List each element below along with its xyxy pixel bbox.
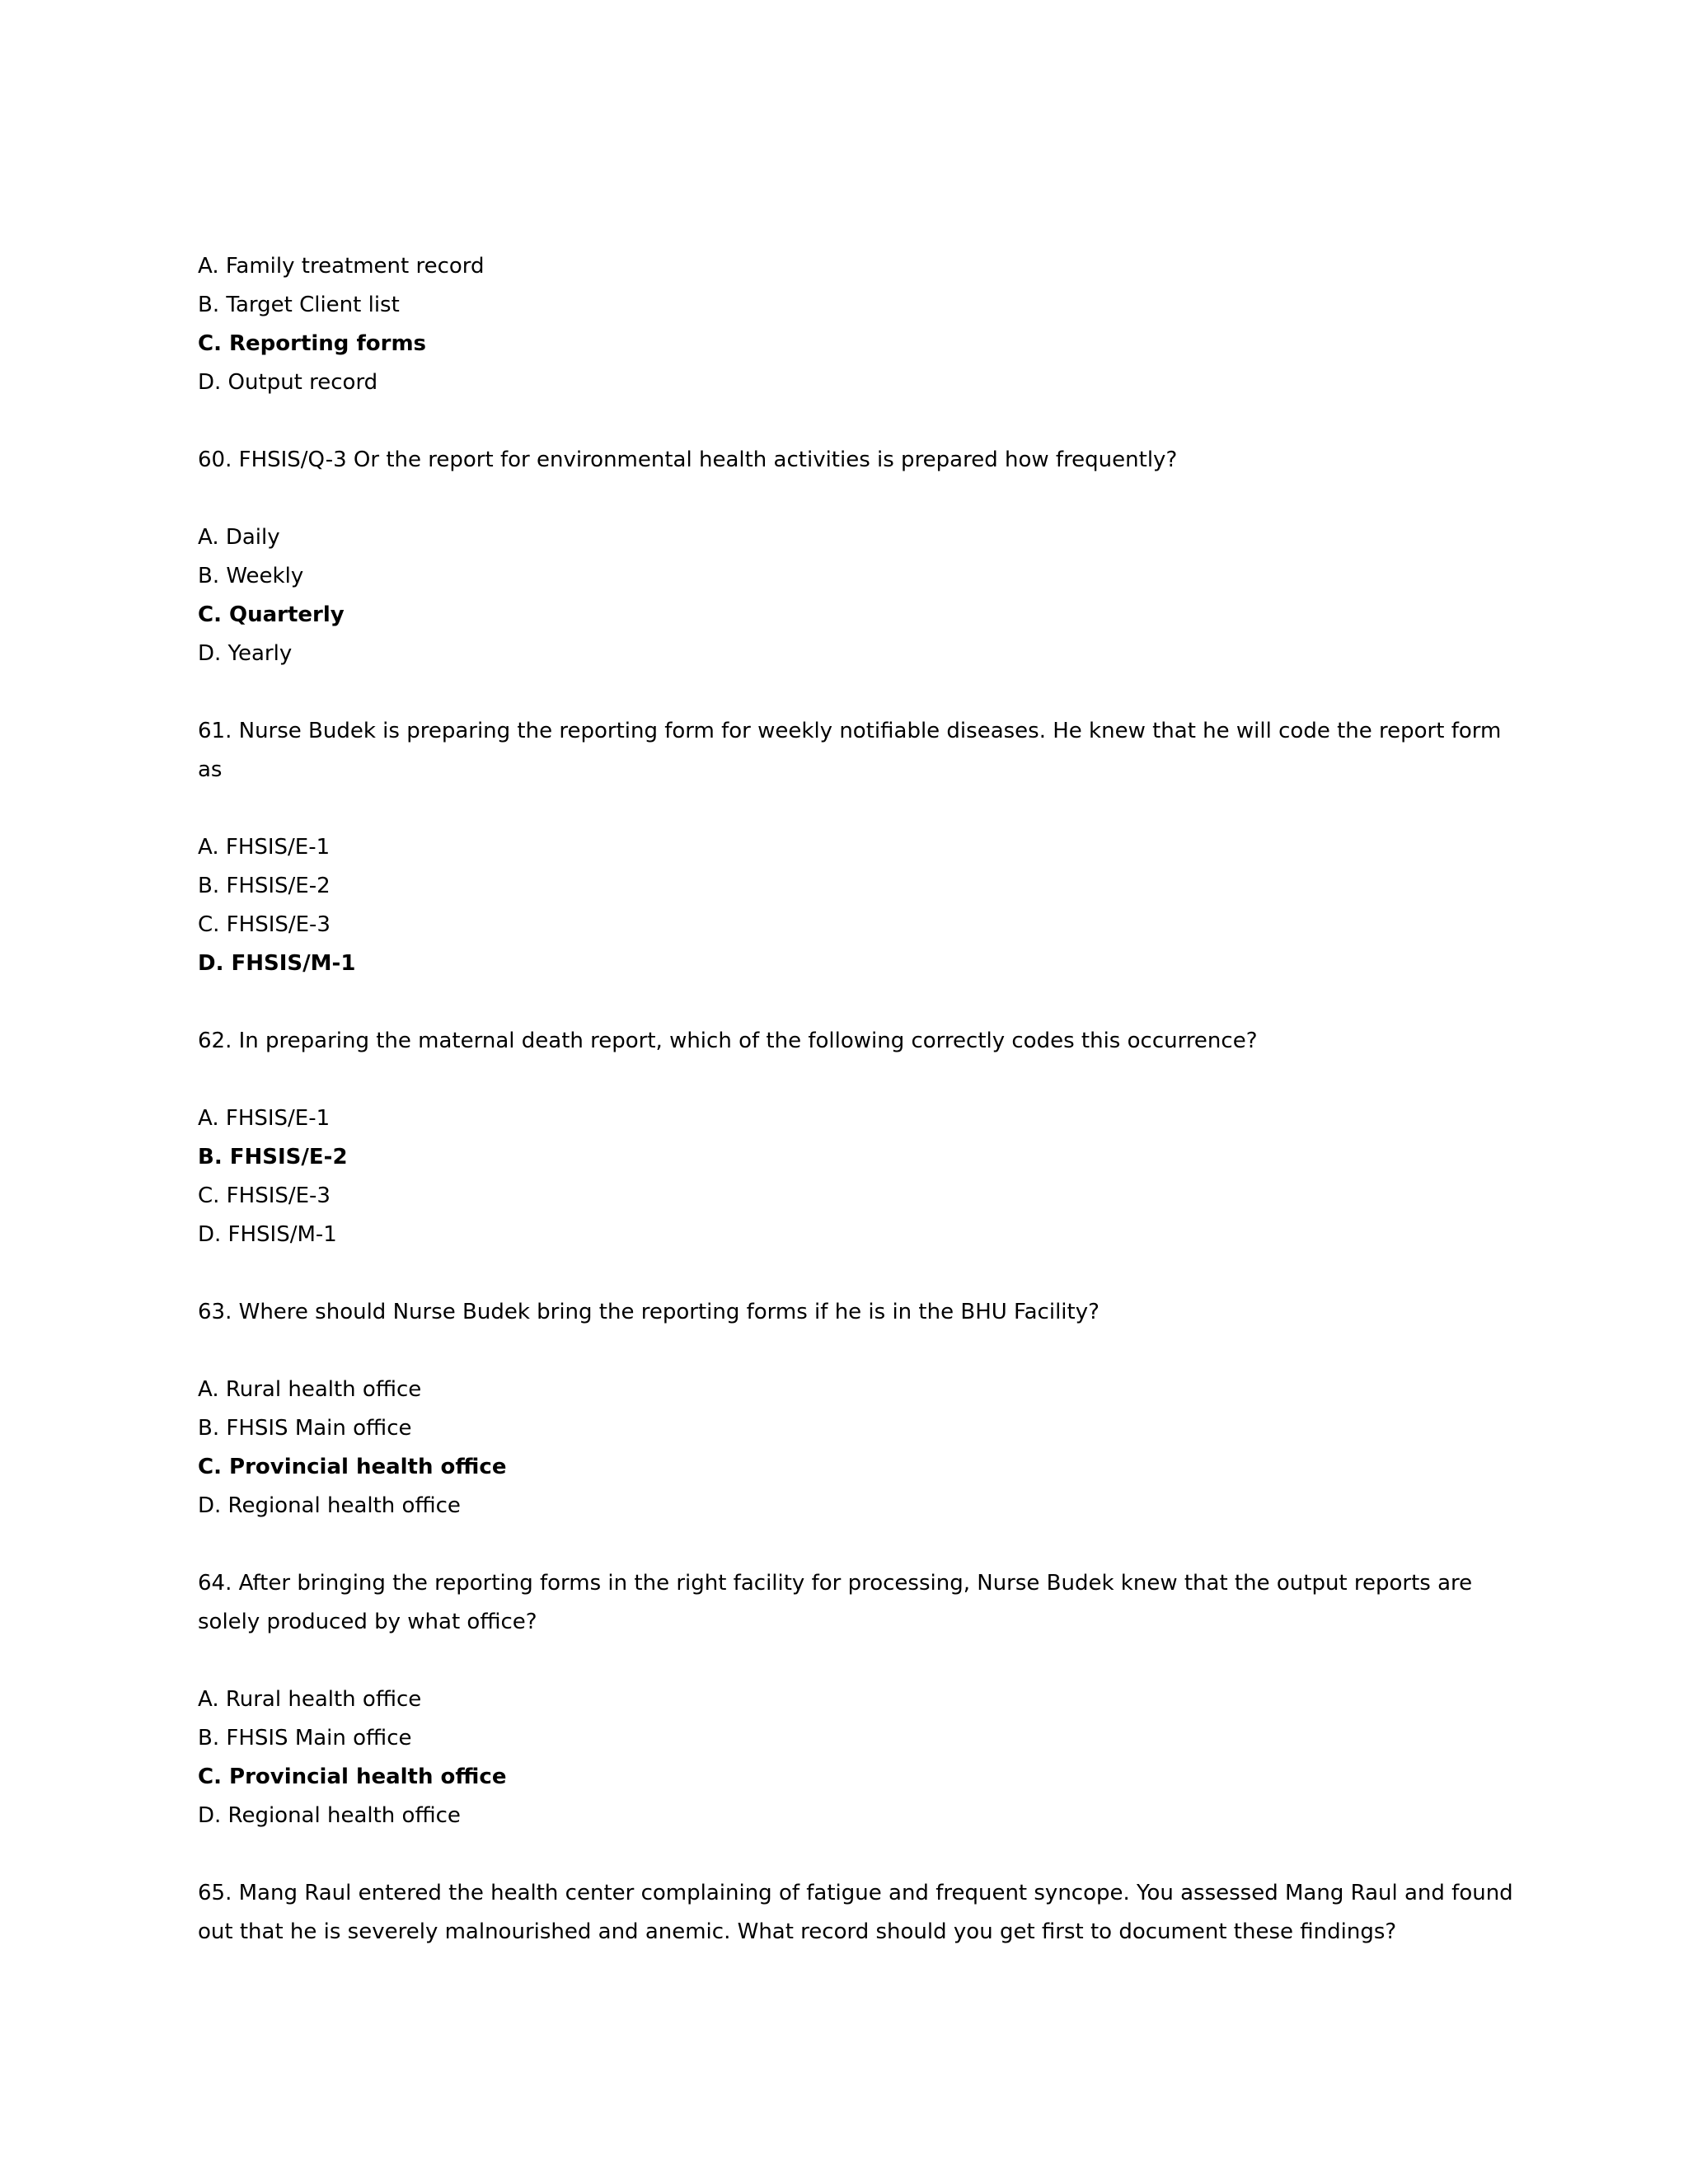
option-61-c: C. FHSIS/E-3	[198, 912, 331, 937]
spacer	[198, 1254, 1500, 1293]
spacer	[198, 480, 1500, 518]
option-64-a: A. Rural health office	[198, 1687, 422, 1712]
option-64-c-answer: C. Provincial health office	[198, 1765, 507, 1789]
spacer	[198, 673, 1500, 712]
option-60-b: B. Weekly	[198, 564, 304, 588]
question-65-text-line1: 65. Mang Raul entered the health center complaining of fatigue and frequent syncope. You assessed Mang Raul and found	[198, 1881, 1513, 1905]
question-62-options	[198, 1099, 1500, 1254]
option-61-d-answer: D. FHSIS/M-1	[198, 951, 356, 976]
option-59-b: B. Target Client list	[198, 293, 400, 317]
question-61-text-line2: as	[198, 757, 223, 782]
option-61-b: B. FHSIS/E-2	[198, 874, 331, 898]
page-content	[198, 247, 1513, 1952]
question-65-text-line2: out that he is severely malnourished and anemic. What record should you get first to document these findings?	[198, 1919, 1397, 1944]
option-64-b: B. FHSIS Main office	[198, 1726, 412, 1750]
question-61-options	[198, 828, 1500, 983]
question-62-text: 62. In preparing the maternal death report, which of the following correctly codes this occurrence?	[198, 1029, 1258, 1053]
question-63-text: 63. Where should Nurse Budek bring the reporting forms if he is in the BHU Facility?	[198, 1300, 1100, 1324]
option-59-c-answer: C. Reporting forms	[198, 331, 427, 356]
spacer	[198, 1526, 1500, 1564]
option-62-b-answer: B. FHSIS/E-2	[198, 1145, 348, 1169]
question-60-text: 60. FHSIS/Q-3 Or the report for environmental health activities is prepared how frequently?	[198, 448, 1178, 472]
option-63-d: D. Regional health office	[198, 1493, 461, 1518]
option-62-c: C. FHSIS/E-3	[198, 1183, 331, 1208]
option-61-a: A. FHSIS/E-1	[198, 835, 331, 860]
spacer	[198, 1835, 1500, 1874]
question-60-options	[198, 518, 1500, 673]
question-64-options	[198, 1680, 1500, 1835]
question-61-text-line1: 61. Nurse Budek is preparing the reporting form for weekly notifiable diseases. He knew that he will code the report form	[198, 719, 1502, 743]
spacer	[198, 790, 1500, 828]
spacer	[198, 983, 1500, 1022]
spacer	[198, 402, 1500, 441]
option-60-c-answer: C. Quarterly	[198, 602, 345, 627]
question-64-text-line2: solely produced by what office?	[198, 1610, 537, 1634]
spacer	[198, 1332, 1500, 1371]
option-63-a: A. Rural health office	[198, 1377, 422, 1402]
option-60-d: D. Yearly	[198, 641, 293, 666]
question-59-options	[198, 247, 1500, 402]
spacer	[198, 1061, 1500, 1099]
option-63-c-answer: C. Provincial health office	[198, 1455, 507, 1479]
spacer	[198, 1642, 1500, 1680]
option-59-a: A. Family treatment record	[198, 254, 485, 279]
option-63-b: B. FHSIS Main office	[198, 1416, 412, 1441]
option-62-a: A. FHSIS/E-1	[198, 1106, 331, 1131]
question-64-text-line1: 64. After bringing the reporting forms in the right facility for processing, Nurse Budek knew that the output reports are	[198, 1571, 1473, 1596]
option-59-d: D. Output record	[198, 370, 378, 395]
option-64-d: D. Regional health office	[198, 1803, 461, 1828]
option-62-d: D. FHSIS/M-1	[198, 1222, 337, 1247]
question-63-options	[198, 1371, 1500, 1526]
option-60-a: A. Daily	[198, 525, 280, 550]
